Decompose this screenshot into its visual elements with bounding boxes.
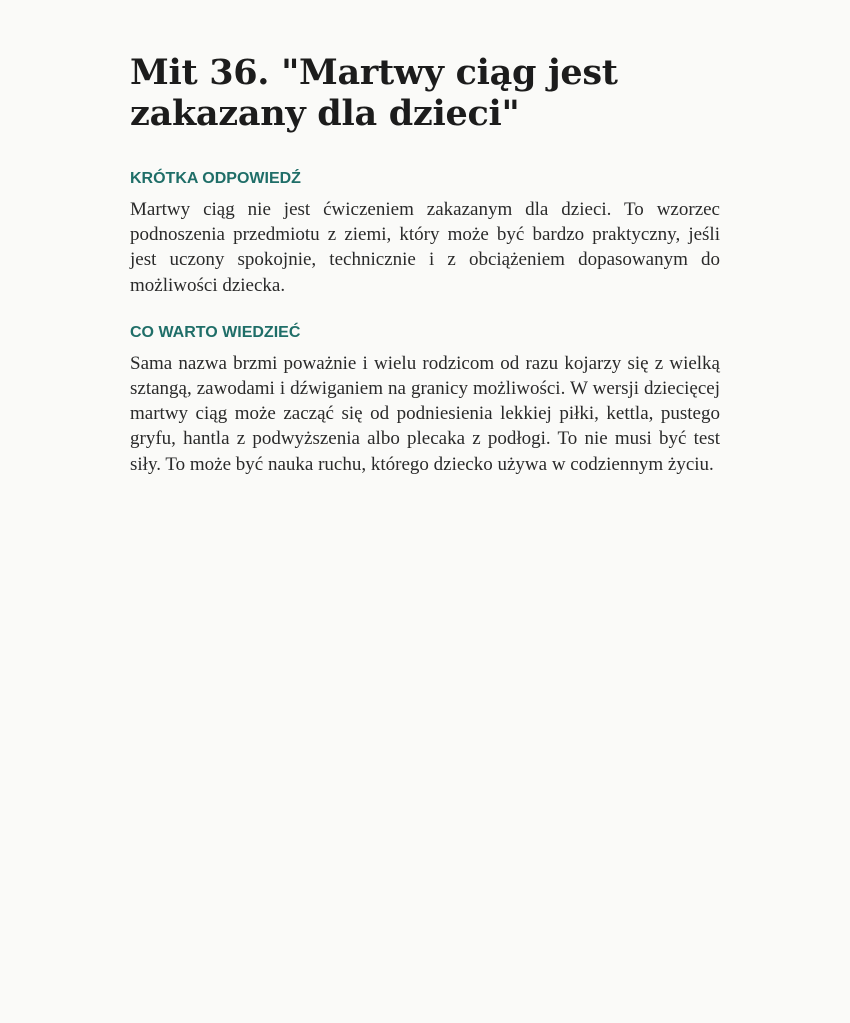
section-heading-short-answer: KRÓTKA ODPOWIEDŹ <box>130 170 301 187</box>
section-body-worth-knowing: Sama nazwa brzmi poważnie i wielu rodzicom od razu kojarzy się z wielką sztangą, zawodami i dźwiganiem na granicy możliwości. W wersji dziecięcej martwy ciąg może zacząć się od podniesienia lekkiej piłki, kettla, pustego gryfu, hantla z podwyższenia albo plecaka z podłogi. To nie musi być test siły. To może być nauka ruchu, którego dziecko używa w codziennym życiu. <box>130 352 720 475</box>
page-title: Mit 36. "Martwy ciąg jest zakazany dla dzieci" <box>130 52 618 134</box>
document-page <box>130 52 720 477</box>
section-heading-worth-knowing: CO WARTO WIEDZIEĆ <box>130 323 301 341</box>
section-body-short-answer: Martwy ciąg nie jest ćwiczeniem zakazanym dla dzieci. To wzorzec podnoszenia przedmiotu z ziemi, który może być bardzo praktyczny, jeśli jest uczony spokojnie, technicznie i z obciążeniem dopasowanym do możliwości dziecka. <box>130 199 720 296</box>
